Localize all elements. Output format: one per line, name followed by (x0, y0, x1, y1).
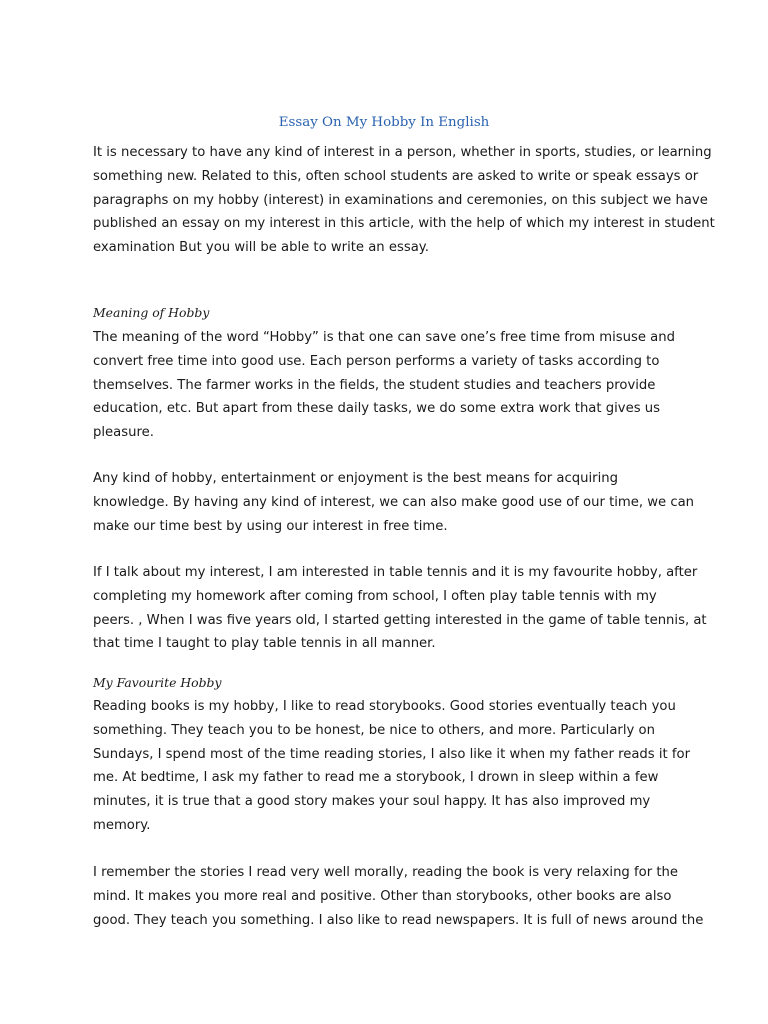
paragraph-line: examination But you will be able to write an essay. (93, 240, 429, 256)
section-heading-favourite: My Favourite Hobby (93, 675, 222, 690)
paragraph-line: something. They teach you to be honest, be nice to others, and more. Particularly on (93, 722, 655, 738)
paragraph-line: make our time best by using our interest in free time. (93, 518, 448, 534)
meaning-paragraph-3 (93, 561, 707, 656)
paragraph-line: themselves. The farmer works in the fields, the student studies and teachers provide (93, 377, 656, 393)
paragraph-line: It is necessary to have any kind of interest in a person, whether in sports, studies, or learning (93, 145, 712, 160)
paragraph-line: Sundays, I spend most of the time reading stories, I also like it when my father reads it for (93, 746, 691, 762)
paragraph-line: education, etc. But apart from these daily tasks, we do some extra work that gives us (93, 401, 660, 417)
paragraph-line: minutes, it is true that a good story makes your soul happy. It has also improved my (93, 794, 651, 810)
meaning-paragraph-2 (93, 467, 695, 538)
paragraph-line: good. They teach you something. I also like to read newspapers. It is full of news around the (93, 912, 704, 928)
paragraph-line: The meaning of the word “Hobby” is that one can save one’s free time from misuse and (93, 330, 675, 345)
paragraph-line: that time I taught to play table tennis in all manner. (93, 636, 436, 652)
paragraph-line: something new. Related to this, often school students are asked to write or speak essays or (93, 168, 699, 184)
paragraph-line: If I talk about my interest, I am interested in table tennis and it is my favourite hobby, after (93, 565, 698, 580)
paragraph-line: I remember the stories I read very well morally, reading the book is very relaxing for the (93, 865, 678, 880)
paragraph-line: pleasure. (93, 425, 154, 441)
document-title: Essay On My Hobby In English (278, 115, 490, 130)
section-heading-meaning: Meaning of Hobby (93, 305, 210, 320)
intro-paragraph (93, 141, 715, 260)
paragraph-line: knowledge. By having any kind of interest, we can also make good use of our time, we can (93, 494, 695, 510)
paragraph-line: convert free time into good use. Each person performs a variety of tasks according to (93, 353, 660, 369)
paragraph-line: Any kind of hobby, entertainment or enjoyment is the best means for acquiring (93, 471, 618, 486)
paragraph-line: memory. (93, 817, 151, 833)
meaning-paragraph-1 (93, 326, 683, 445)
favourite-paragraph-1 (93, 695, 691, 838)
paragraph-line: Reading books is my hobby, I like to read storybooks. Good stories eventually teach you (93, 699, 676, 714)
paragraph-line: mind. It makes you more real and positive. Other than storybooks, other books are also (93, 888, 672, 904)
paragraph-line: peers. , When I was five years old, I started getting interested in the game of table tennis, at (93, 612, 707, 628)
paragraph-line: published an essay on my interest in this article, with the help of which my interest in student (93, 216, 715, 232)
favourite-paragraph-2 (93, 861, 704, 932)
paragraph-line: me. At bedtime, I ask my father to read me a storybook, I drown in sleep within a few (93, 770, 659, 786)
paragraph-line: completing my homework after coming from school, I often play table tennis with my (93, 588, 657, 604)
paragraph-line: paragraphs on my hobby (interest) in examinations and ceremonies, on this subject we have (93, 192, 708, 208)
